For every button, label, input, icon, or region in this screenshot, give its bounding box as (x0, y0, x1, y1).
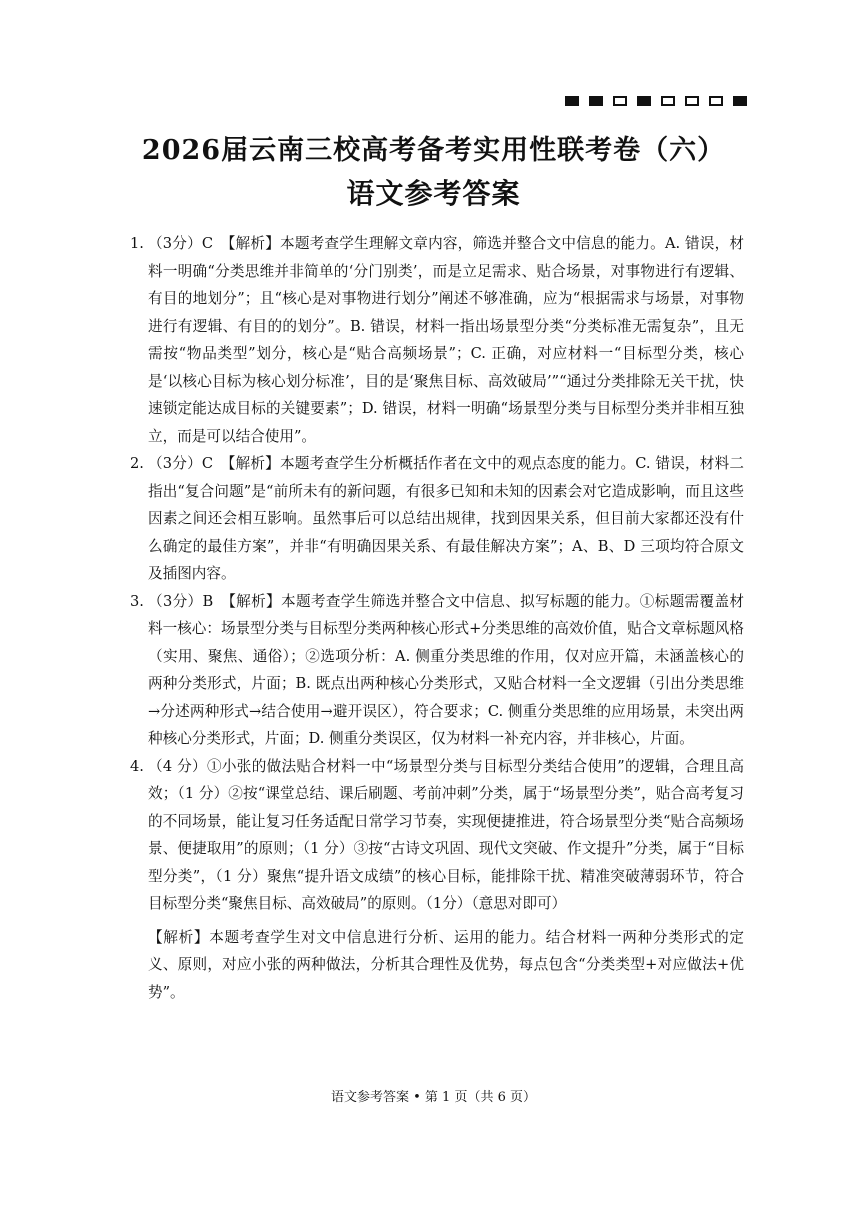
answer-item-1 (130, 230, 744, 450)
answer-text: （4 分）①小张的做法贴合材料一中“场景型分类与目标型分类结合使用”的逻辑，合理且高效；（1 分）②按“课堂总结、课后刷题、考前冲刺”分类，属于“场景型分类”，贴合高考复习的不同场景，能让复习任务适配日常学习节奏，实现便捷推进，符合场景型分类“贴合高频场景、便捷取用”的原则；（1 分）③按“古诗文巩固、现代文突破、作文提升”分类，属于“目标型分类”，（1 分）聚焦“提升语文成绩”的核心目标，能排除干扰、精准突破薄弱环节，符合目标型分类“聚焦目标、高效破局”的原则。（1分）（意思对即可） (148, 757, 744, 912)
marker-square-filled (733, 96, 747, 106)
answer-text: （3分）C 【解析】本题考查学生理解文章内容，筛选并整合文中信息的能力。A. 错误，材料一明确“分类思维并非简单的‘分门别类’，而是立足需求、贴合场景，对事物进行有逻辑、有目的地划分”；且“核心是对事物进行划分”阐述不够准确，应为“根据需求与场景，对事物进行有逻辑、有目的的划分”。B. 错误，材料一指出场景型分类“分类标准无需复杂”，且无需按“物品类型”划分，核心是“贴合高频场景”；C. 正确，对应材料一“目标型分类，核心是‘以核心目标为核心划分标准’，目的是‘聚焦目标、高效破局’”“通过分类排除无关干扰，快速锁定能达成目标的关键要素”；D. 错误，材料一明确“场景型分类与目标型分类并非相互独立，而是可以结合使用”。 (148, 235, 744, 445)
document-subtitle: 语文参考答案 (346, 177, 521, 210)
answer-number: 2. (130, 455, 144, 472)
marker-square-outline (613, 96, 627, 106)
answer-item-4 (130, 753, 744, 1007)
answer-text: （3分）B 【解析】本题考查学生筛选并整合文中信息、拟写标题的能力。①标题需覆盖材料一核心：场景型分类与目标型分类两种核心形式+分类思维的高效价值，贴合文章标题风格（实用、聚焦、通俗）；②选项分析：A. 侧重分类思维的作用，仅对应开篇，未涵盖核心的两种分类形式，片面；B. 既点出两种核心分类形式，又贴合材料一全文逻辑（引出分类思维→分述两种形式→结合使用→避开误区），符合要求；C. 侧重分类思维的应用场景，未突出两种核心分类形式，片面；D. 侧重分类误区，仅为材料一补充内容，并非核心，片面。 (148, 592, 744, 747)
answer-item-2 (130, 450, 744, 588)
answer-number: 3. (130, 592, 144, 610)
marker-square-filled (637, 96, 651, 106)
answer-number: 4. (130, 757, 144, 775)
answer-analysis: 【解析】本题考查学生对文中信息进行分析、运用的能力。结合材料一两种分类形式的定义、原则，对应小张的两种做法，分析其合理性及优势，每点包含“分类类型+对应做法+优势”。 (148, 928, 744, 1001)
document-title: 2026届云南三校高考备考实用性联考卷（六） (141, 135, 726, 166)
marker-square-filled (565, 96, 579, 106)
marker-square-outline (661, 96, 675, 106)
page-footer: 语文参考答案 • 第 1 页（共 6 页） (330, 1090, 536, 1105)
answer-list (130, 230, 744, 1006)
answer-item-3 (130, 588, 744, 753)
marker-square-outline (685, 96, 699, 106)
marker-square-filled (589, 96, 603, 106)
marker-square-outline (709, 96, 723, 106)
answer-number: 1. (130, 235, 144, 252)
answer-text: （3分）C 【解析】本题考查学生分析概括作者在文中的观点态度的能力。C. 错误，材料二指出“复合问题”是“前所未有的新问题，有很多已知和未知的因素会对它造成影响，而且这些因素之间还会相互影响。虽然事后可以总结出规律，找到因果关系，但目前大家都还没有什么确定的最佳方案”，并非“有明确因果关系、有最佳解决方案”；A、B、D 三项均符合原文及插图内容。 (148, 455, 744, 582)
page-marker-row (565, 96, 747, 106)
